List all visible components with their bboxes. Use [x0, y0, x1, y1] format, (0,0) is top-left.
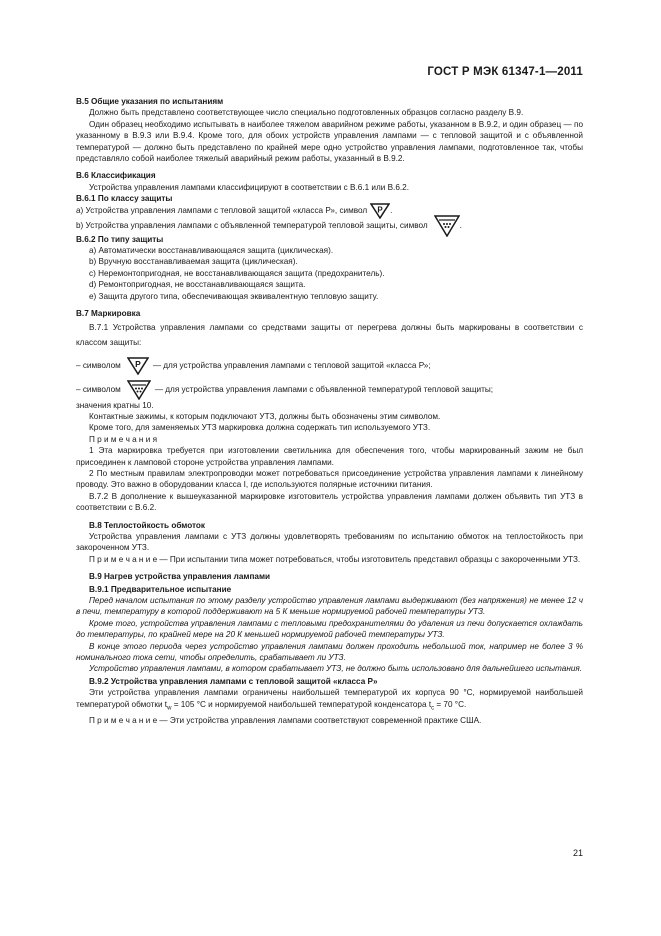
- p-marking-letter: P: [134, 358, 141, 369]
- b92-text-3: = 70 °С.: [434, 699, 467, 709]
- section-b6-heading: В.6 Классификация: [76, 171, 156, 181]
- class-item-b-text: b) Устройства управления лампами с объявленной температурой тепловой защиты, символ: [76, 220, 428, 230]
- section-b91-paragraph-2: Кроме того, устройства управления лампами с тепловыми предохранителями до удаления из печи допускается охлаждать до температуры, по крайней мере на 20 К меньшей нормируемой рабочей температуры УТЗ.: [76, 618, 583, 640]
- section-b7-paragraph-2: Контактные зажимы, к которым подключают УТЗ, должны быть обозначены этим символом.: [89, 411, 441, 421]
- document-header: ГОСТ Р МЭК 61347-1—2011: [427, 66, 583, 78]
- marking-line-2-text: — для устройства управления лампами с объявленной температурой тепловой защиты;: [154, 384, 493, 394]
- section-b91-paragraph-3: В конце этого периода через устройство управления лампами должен проходить небольшой ток, например не более 3 % номинального тока сети, чтобы определить, срабатывает ли УТЗ.: [76, 641, 583, 663]
- marking-line-2-prefix: – символом: [76, 384, 121, 394]
- b92-sub-c: c: [431, 705, 435, 712]
- section-b91-paragraph-4: Устройство управления лампами, в котором срабатывает УТЗ, не должно быть использовано для дальнейшего испытания.: [89, 664, 583, 674]
- section-b92-heading: В.9.2 Устройства управления лампами с тепловой защитой «класса Р»: [89, 676, 378, 686]
- section-b71-paragraph: В.7.1 Устройства управления лампами со средствами защиты от перегрева должны быть маркированы в соответствии с классом защиты:: [76, 322, 583, 347]
- page-number: 21: [572, 848, 583, 858]
- section-b7-heading: В.7 Маркировка: [76, 309, 141, 319]
- marking-line-1-text: — для устройства управления лампами с тепловой защитой «класса Р»;: [152, 360, 431, 370]
- marking-line-1-prefix: – символом: [76, 360, 121, 370]
- p-triangle-marking-icon: [127, 357, 149, 375]
- marking-symbol-line-2: [76, 380, 583, 400]
- section-b61-heading: В.6.1 По классу защиты: [76, 194, 173, 204]
- section-b91-paragraph-1: Перед началом испытания по этому разделу устройство управления лампами выдерживают (без напряжения) не менее 12 ч в печи, температуру в которой поддерживают на 5 К меньше нормируемой рабочей температуры УТЗ.: [76, 596, 583, 617]
- section-b9-heading: В.9 Нагрев устройства управления лампами: [89, 572, 271, 582]
- section-b92-note: [76, 715, 583, 726]
- class-item-b: b) Устройства управления лампами с объявленной температурой тепловой защиты, символ .: [76, 218, 583, 234]
- section-b6-paragraph-1: Устройства управления лампами классифицируют в соответствии с В.6.1 или В.6.2.: [89, 182, 409, 192]
- note-1: 1 Эта маркировка требуется при изготовлении светильника для обеспечения того, чтобы маркированный зажим не был присоединен к ламповой стороне устройства управления лампами.: [76, 446, 583, 467]
- protection-type-item-c: c) Неремонтопригодная, не восстанавливающаяся защита (предохранитель).: [89, 268, 385, 278]
- protection-type-item-a: a) Автоматически восстанавливающаяся защита (циклическая).: [89, 246, 334, 256]
- section-b8-paragraph: Устройства управления лампами с УТЗ должны удовлетворять требованиям по испытанию обмоток на теплостойкость при закороченном УТЗ.: [76, 531, 583, 553]
- b92-note-text: — Эти устройства управления лампами соответствуют современной практике США.: [157, 715, 482, 725]
- protection-type-item-d: d) Ремонтопригодная, не восстанавливающаяся защита.: [89, 280, 306, 290]
- section-b5-paragraph-2: Один образец необходимо испытывать в наиболее тяжелом аварийном режиме работы, указанном в В.9.2, и один образец — по указанному в В.9.3 или В.9.4. Кроме того, для обоих устройств управления лампами — с тепловой защитой и с объявленной температурой — должно быть представлено по крайней мере одно устройство управления лампами, подготовленное так, чтобы представляло собой наиболее тяжелый аварийный режим работы, указанный в В.9.2.: [76, 119, 583, 164]
- page-content: [76, 96, 583, 726]
- class-item-a: a) Устройства управления лампами с тепловой защитой «класса Р», символ P .: [76, 205, 583, 218]
- protection-type-item-b: b) Вручную восстанавливаемая защита (циклическая).: [89, 257, 298, 267]
- section-b91-heading: В.9.1 Предварительное испытание: [89, 584, 232, 594]
- marking-line-2-continuation: значения кратны 10.: [76, 400, 154, 410]
- note-2: 2 По местным правилам электропроводки может потребоваться присоединение устройства управления лампами к линейному проводу. Это важно в оборудовании класса I, где используются полярные источники питания.: [76, 468, 583, 490]
- section-b5-heading: В.5 Общие указания по испытаниям: [76, 97, 224, 106]
- p-symbol-letter: P: [377, 205, 383, 215]
- section-b62-heading: В.6.2 По типу защиты: [76, 234, 164, 244]
- b92-text-1: Эти устройства управления лампами ограничены наибольшей температурой их корпуса 90 °С, нормируемой наибольшей температурой обмотки t: [76, 688, 583, 709]
- class-item-a-text: a) Устройства управления лампами с тепловой защитой «класса Р», символ: [76, 206, 368, 216]
- marking-symbol-line-1: [76, 356, 583, 376]
- section-b8-heading: В.8 Теплостойкость обмоток: [89, 520, 206, 530]
- p-triangle-symbol-icon: [370, 203, 390, 219]
- section-b7-paragraph-3: Кроме того, для заменяемых УТЗ маркировка должна содержать тип используемого УТЗ.: [89, 423, 431, 433]
- protection-type-item-e: e) Защита другого типа, обеспечивающая эквивалентную тепловую защиту.: [89, 291, 379, 301]
- b92-text-2: = 105 °С и нормируемой наибольшей температурой конденсатора t: [171, 699, 432, 709]
- dotted-triangle-marking-icon: [127, 380, 151, 400]
- section-b5-paragraph-1: Должно быть представлено соответствующее число специально подготовленных образцов согласно разделу В.9.: [89, 108, 524, 118]
- b92-note-label: П р и м е ч а н и е: [89, 715, 158, 725]
- notes-label: П р и м е ч а н и я: [89, 434, 158, 444]
- dotted-triangle-symbol-icon: [434, 215, 460, 237]
- b8-note-text: — При испытании типа может потребоваться, чтобы изготовитель представил образцы с закороченными УТЗ.: [157, 554, 581, 564]
- section-b92-paragraph: [76, 687, 583, 714]
- section-b72-paragraph: В.7.2 В дополнение к вышеуказанной маркировке изготовитель устройства управления лампами должен объявить тип УТЗ в соответствии с В.6.2.: [76, 491, 583, 513]
- section-b8-note: [76, 554, 583, 565]
- b8-note-label: П р и м е ч а н и е: [89, 554, 158, 564]
- b92-sub-w: w: [167, 705, 172, 712]
